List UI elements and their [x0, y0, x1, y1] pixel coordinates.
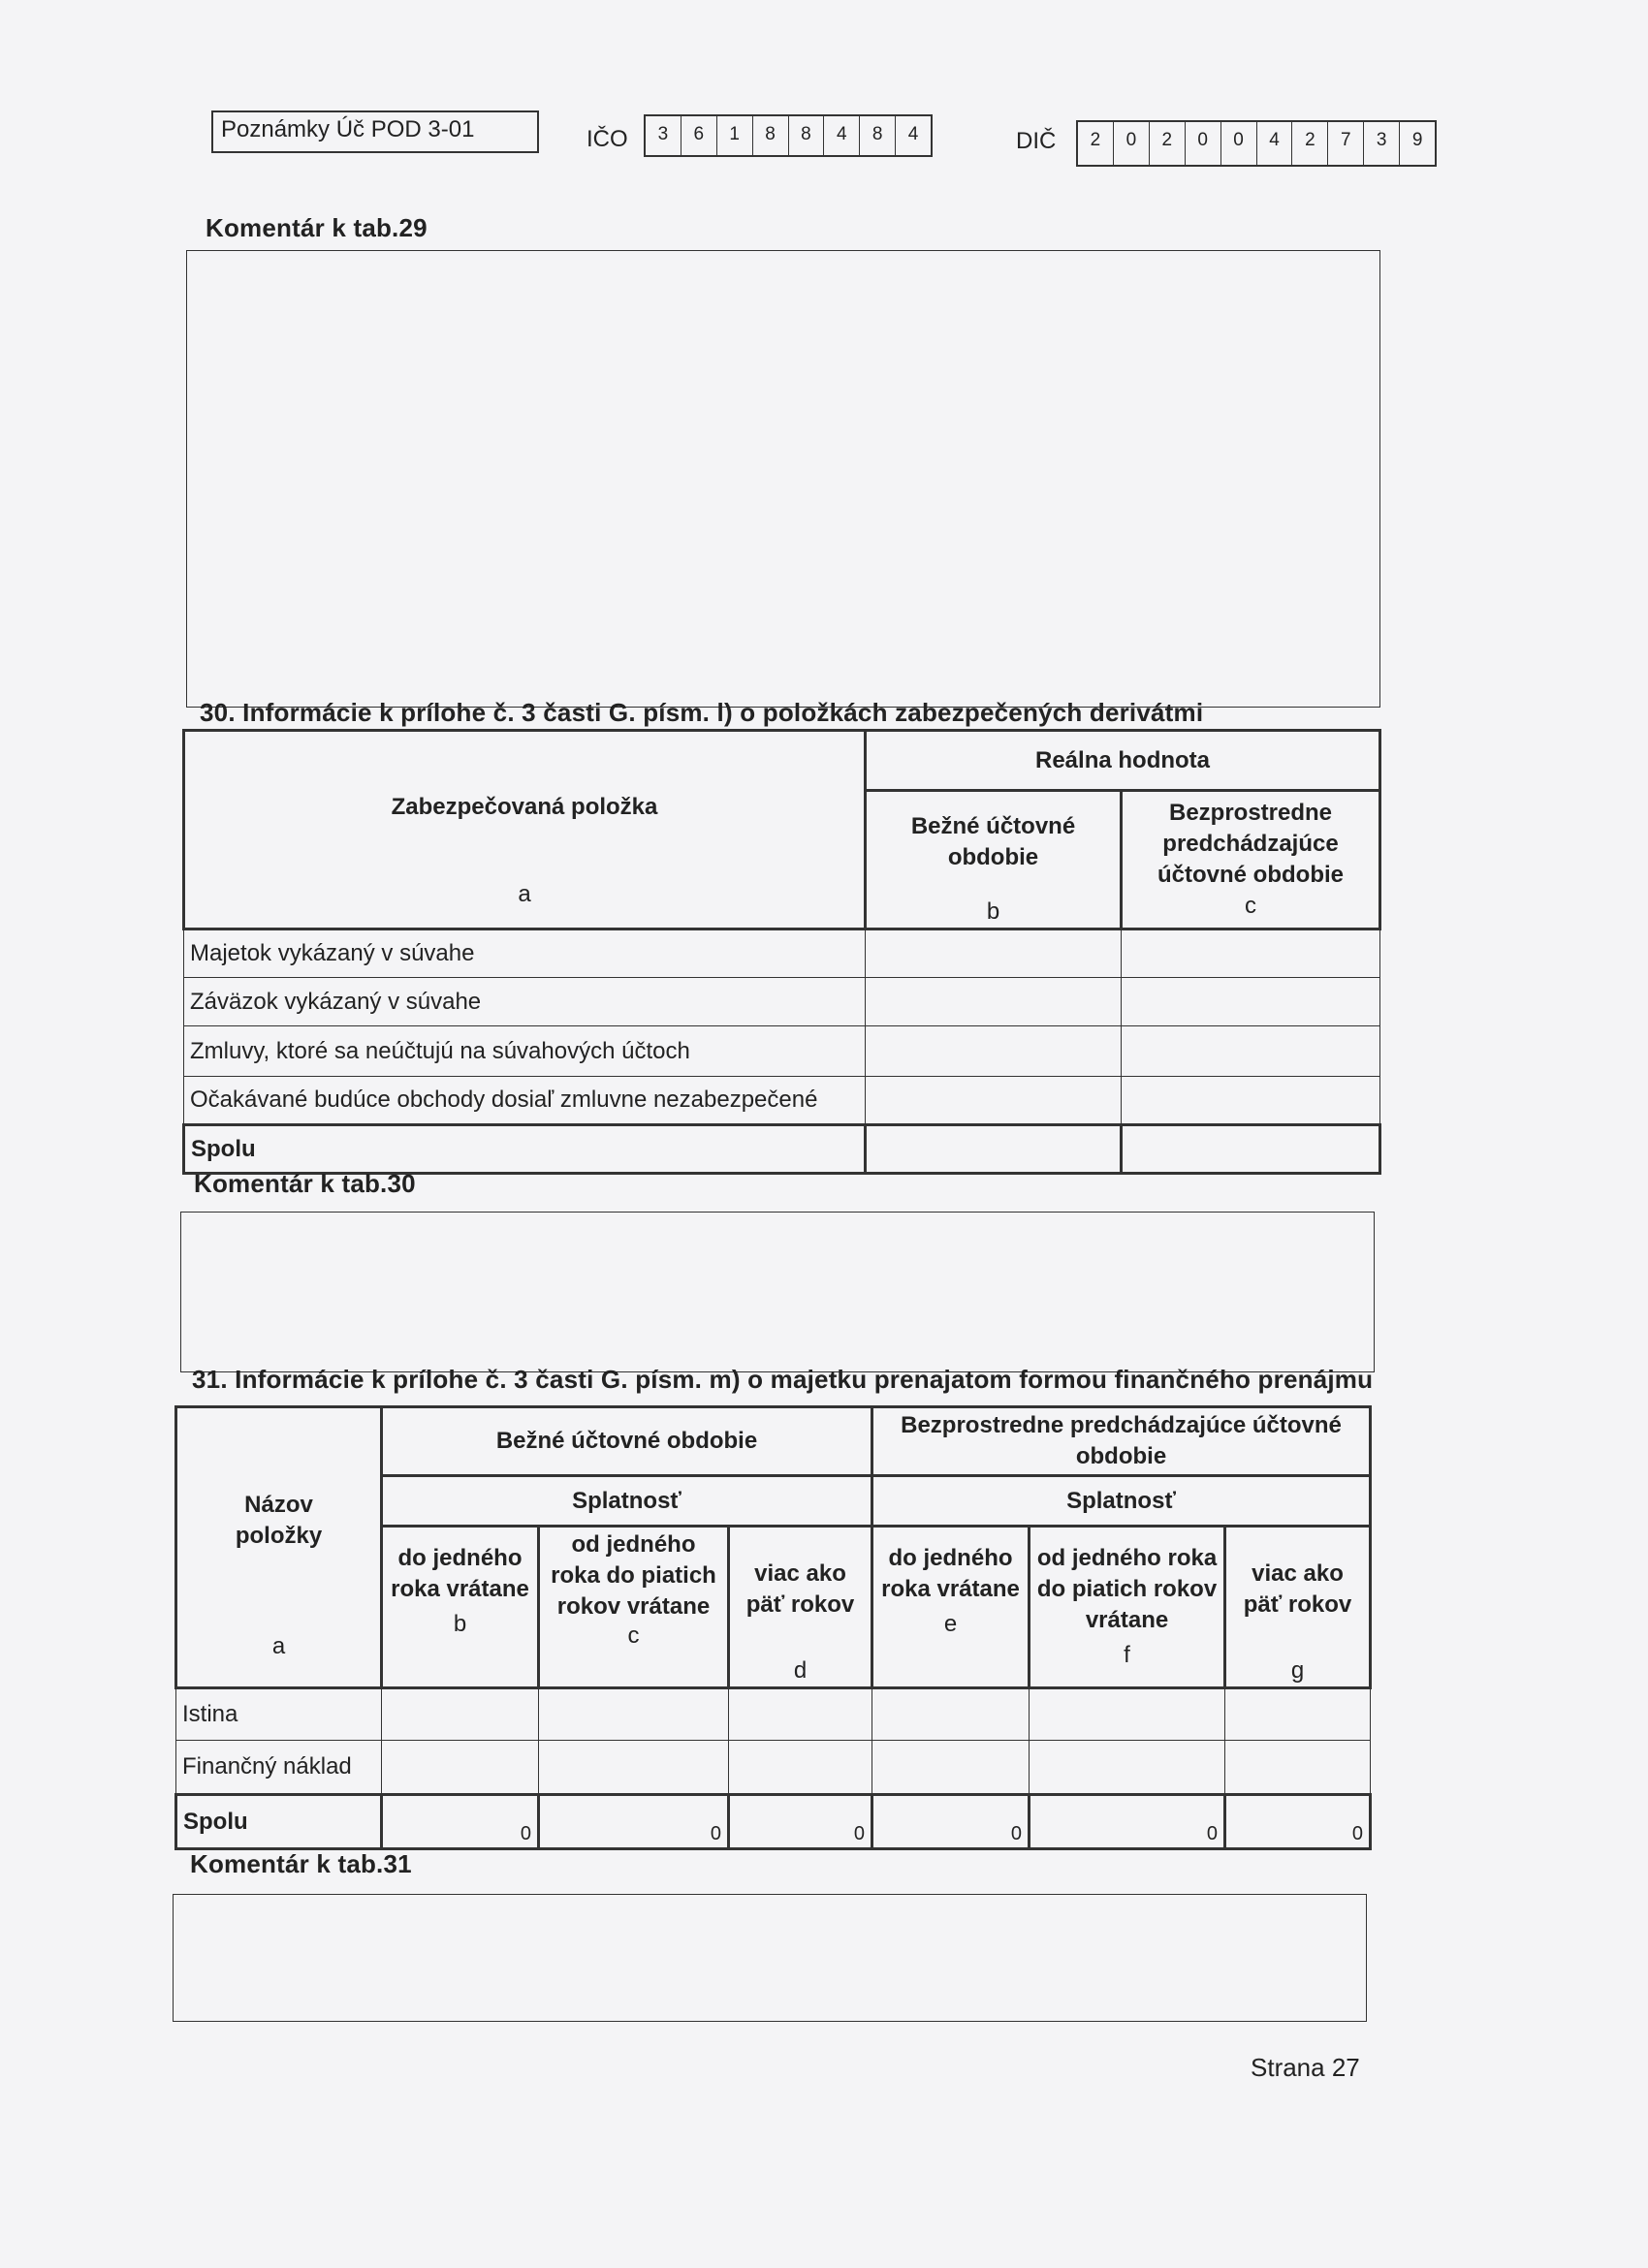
table30-letter-b: b — [986, 898, 1000, 925]
ico-digit: 3 — [646, 116, 681, 155]
table31-cell[interactable] — [539, 1688, 729, 1741]
table30-item-header — [184, 731, 866, 929]
table30-current-header — [866, 791, 1122, 929]
ico-digit: 8 — [860, 116, 896, 155]
comment31-box[interactable] — [173, 1894, 1367, 2022]
ico-digit: 4 — [824, 116, 860, 155]
table-row — [184, 1125, 1380, 1174]
table31-total-cell[interactable]: 0 — [539, 1795, 729, 1849]
table31-cell[interactable] — [382, 1741, 539, 1795]
table30-item-header-text: Zabezpečovaná položka — [391, 794, 658, 820]
table31-letter-d: d — [793, 1657, 808, 1684]
table31-maturity-current: Splatnosť — [382, 1476, 872, 1527]
table31-total-cell[interactable]: 0 — [1225, 1795, 1371, 1849]
form-label: Poznámky Úč POD 3-01 — [221, 116, 475, 142]
table-row — [176, 1795, 1371, 1849]
table31-cell[interactable] — [729, 1688, 872, 1741]
table30-cell[interactable] — [866, 1125, 1122, 1174]
table30-letter-c: c — [1245, 893, 1256, 919]
table-row — [184, 1026, 1380, 1077]
table31-col-f-header — [1030, 1527, 1225, 1688]
comment29-box[interactable] — [186, 250, 1380, 708]
table31-item-header-text: Názov položky — [235, 1492, 323, 1549]
table-row — [184, 929, 1380, 978]
form-label-box — [211, 110, 539, 153]
ico-label: IČO — [586, 126, 628, 152]
table31-item-header — [176, 1407, 382, 1688]
table31-total-label: Spolu — [176, 1795, 382, 1849]
table31-letter-a: a — [271, 1633, 286, 1659]
table-row — [176, 1741, 1371, 1795]
table31-cell[interactable] — [1225, 1741, 1371, 1795]
dic-digit: 2 — [1292, 122, 1328, 165]
table30-cell[interactable] — [1122, 929, 1380, 978]
table31-cell[interactable] — [872, 1688, 1030, 1741]
table31-col-c-header — [539, 1527, 729, 1688]
ico-digit-boxes — [644, 114, 933, 157]
table31-cell[interactable] — [382, 1688, 539, 1741]
table31-col-b-header — [382, 1527, 539, 1688]
table31-total-cell[interactable]: 0 — [872, 1795, 1030, 1849]
table31-maturity-previous: Splatnosť — [872, 1476, 1371, 1527]
table31-cell[interactable] — [729, 1741, 872, 1795]
table-row — [176, 1688, 1371, 1741]
table31-total-cell[interactable]: 0 — [729, 1795, 872, 1849]
table31-row-label: Istina — [176, 1688, 382, 1741]
table31-letter-f: f — [1124, 1642, 1130, 1668]
ico-digit: 4 — [907, 124, 919, 144]
ico-digit: 8 — [753, 116, 789, 155]
dic-digit-boxes — [1076, 120, 1437, 167]
table31-col-d-text: viac ako päť rokov — [745, 1560, 855, 1618]
dic-digit: 0 — [1221, 122, 1257, 165]
table31-letter-e: e — [943, 1611, 958, 1637]
table31-cell[interactable] — [1030, 1688, 1225, 1741]
table31-col-e-header — [872, 1527, 1030, 1688]
table30-cell[interactable] — [866, 978, 1122, 1026]
table31-col-g-header — [1225, 1527, 1371, 1688]
table30-letter-a: a — [518, 881, 531, 907]
ico-digit: 8 — [789, 116, 825, 155]
table31-group-previous: Bezprostredne predchádzajúce účtovné obdobie — [872, 1407, 1371, 1476]
comment31-label: Komentár k tab.31 — [190, 1849, 412, 1878]
dic-digit: 0 — [1186, 122, 1221, 165]
table30-cell[interactable] — [1122, 1077, 1380, 1125]
table30-previous-header — [1122, 791, 1380, 929]
table31-total-cell[interactable]: 0 — [1030, 1795, 1225, 1849]
table31-cell[interactable] — [872, 1741, 1030, 1795]
table-row — [184, 978, 1380, 1026]
table30-title: 30. Informácie k prílohe č. 3 časti G. písm. l) o položkách zabezpečených derivátmi — [200, 698, 1204, 727]
comment30-label: Komentár k tab.30 — [194, 1169, 416, 1198]
table30-row-label: Záväzok vykázaný v súvahe — [184, 978, 866, 1026]
table31-group-current: Bežné účtovné obdobie — [382, 1407, 872, 1476]
table31-cell[interactable] — [539, 1741, 729, 1795]
page-number: Strana 27 — [1251, 2053, 1360, 2082]
dic-digit: 3 — [1364, 122, 1400, 165]
table31-cell[interactable] — [1030, 1741, 1225, 1795]
table31-col-b-text: do jedného roka vrátane — [391, 1545, 529, 1602]
table31-title: 31. Informácie k prílohe č. 3 časti G. písm. m) o majetku prenajatom formou finančného prenájmu — [192, 1365, 1374, 1394]
table31-row-label: Finančný náklad — [176, 1741, 382, 1795]
table30-cell[interactable] — [1122, 1026, 1380, 1077]
table30-cell[interactable] — [866, 1026, 1122, 1077]
table31-col-d-header — [729, 1527, 872, 1688]
table31-col-c-text: od jedného roka do piatich rokov vrátane — [551, 1531, 716, 1620]
table31-total-cell[interactable]: 0 — [382, 1795, 539, 1849]
comment30-box[interactable] — [180, 1212, 1375, 1372]
ico-digit: 6 — [681, 116, 717, 155]
table30-cell[interactable] — [1122, 978, 1380, 1026]
comment29-label: Komentár k tab.29 — [206, 213, 428, 242]
table30-current-header-text: Bežné účtovné obdobie — [910, 813, 1076, 870]
table30-cell[interactable] — [866, 929, 1122, 978]
table31-col-f-text: od jedného roka do piatich rokov vrátane — [1036, 1545, 1218, 1633]
table30-cell[interactable] — [1122, 1125, 1380, 1174]
table31-letter-b: b — [453, 1611, 467, 1637]
dic-digit: 4 — [1257, 122, 1293, 165]
table30-total-label: Spolu — [184, 1125, 866, 1174]
table30-row-label: Očakávané budúce obchody dosiaľ zmluvne nezabezpečené — [184, 1077, 866, 1125]
table31-col-e-text: do jedného roka vrátane — [881, 1545, 1020, 1602]
table31-cell[interactable] — [1225, 1688, 1371, 1741]
dic-digit: 2 — [1078, 122, 1114, 165]
table31 — [174, 1405, 1372, 1850]
ico-digit: 1 — [717, 116, 753, 155]
table30-row-label: Majetok vykázaný v súvahe — [184, 929, 866, 978]
table-row — [184, 1077, 1380, 1125]
table30-row-label: Zmluvy, ktoré sa neúčtujú na súvahových účtoch — [184, 1026, 866, 1077]
table31-col-g-text: viac ako päť rokov — [1243, 1560, 1352, 1618]
dic-label: DIČ — [1016, 128, 1057, 154]
table31-letter-g: g — [1290, 1657, 1305, 1684]
dic-digit: 9 — [1411, 130, 1423, 150]
table31-letter-c: c — [627, 1622, 640, 1649]
dic-digit: 0 — [1114, 122, 1150, 165]
table30-previous-header-text: Bezprostredne predchádzajúce účtovné obdobie — [1157, 800, 1344, 888]
table30 — [182, 729, 1381, 1175]
table30-group-header: Reálna hodnota — [866, 731, 1380, 791]
dic-digit: 7 — [1328, 122, 1364, 165]
dic-digit: 2 — [1150, 122, 1186, 165]
table30-cell[interactable] — [866, 1077, 1122, 1125]
